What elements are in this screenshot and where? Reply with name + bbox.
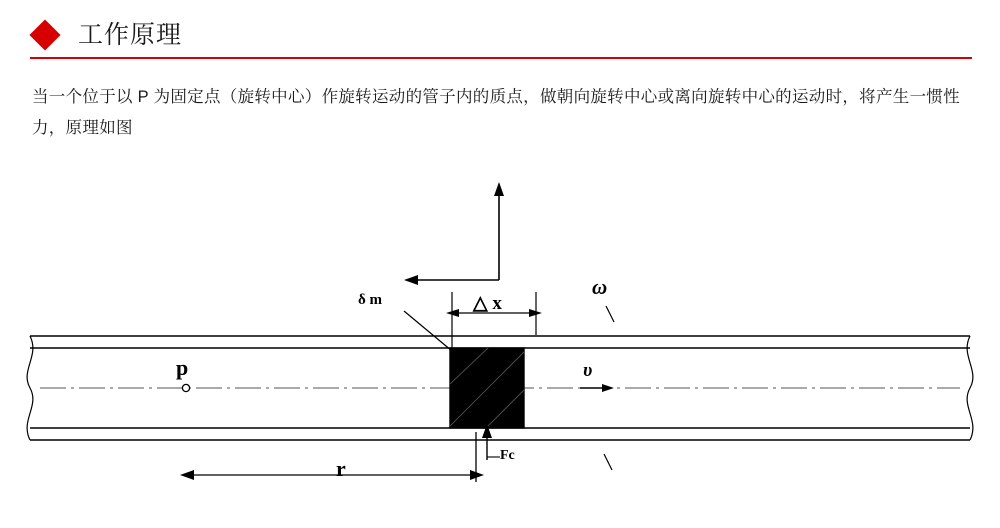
label-velocity: υ (583, 360, 593, 381)
axes-group (412, 190, 499, 280)
label-force: Fc (500, 448, 515, 463)
label-delta-x: △ x (473, 293, 502, 314)
label-radius: r (336, 456, 346, 481)
label-delta-m: δ m (358, 292, 383, 308)
break-left (27, 336, 33, 440)
header-divider (30, 57, 972, 59)
slide-header (0, 8, 1000, 56)
rotation-tick (604, 454, 612, 470)
label-omega: ω (592, 275, 608, 299)
page-title: 工作原理 (78, 21, 183, 49)
break-right (967, 336, 973, 440)
axis-vertical-arrowhead (494, 182, 504, 196)
radius-arrow-left (180, 470, 194, 480)
radius-arrow-right (470, 470, 484, 480)
figure-svg (0, 170, 1000, 526)
body-paragraph: 当一个位于以 P 为固定点（旋转中心）作旋转运动的管子内的质点，做朝向旋转中心或离向旋转中心的运动时，将产生一惯性力，原理如图 (32, 88, 960, 137)
axis-horizontal-arrowhead (404, 275, 418, 285)
principle-figure (0, 170, 1000, 526)
delta-m-leader (404, 311, 452, 351)
diamond-icon (29, 19, 60, 50)
pivot-point (182, 384, 189, 391)
velocity-arrowhead (602, 384, 614, 392)
omega-tick (606, 306, 614, 322)
label-pivot: p (176, 355, 189, 380)
mass-block (450, 348, 524, 428)
